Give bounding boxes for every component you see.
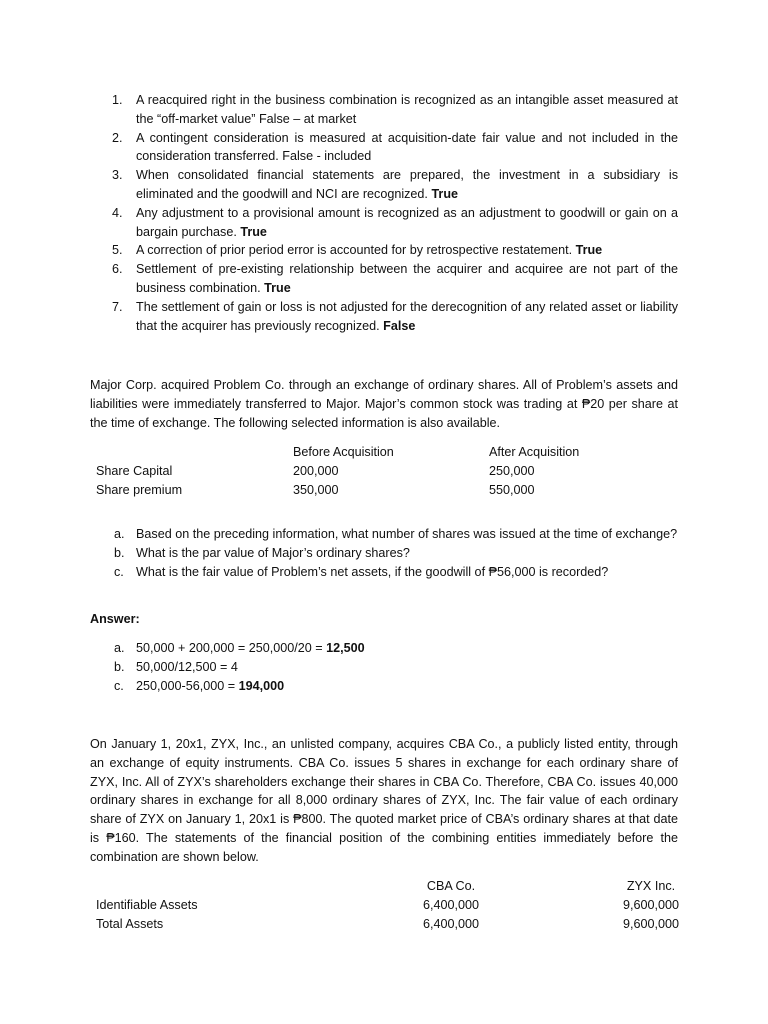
- problem1-questions: [90, 525, 678, 581]
- true-false-list: [90, 91, 678, 335]
- table-header: Before Acquisition: [293, 445, 394, 459]
- table-cell: 6,400,000: [422, 897, 480, 912]
- item-letter: b.: [114, 659, 125, 674]
- list-item: [90, 260, 678, 298]
- item-text: A contingent consideration is measured at acquisition-date fair value and not included in the consideration transferred. False - included: [136, 130, 678, 164]
- table-row: [96, 896, 701, 915]
- item-number: 2.: [112, 130, 123, 145]
- list-item: [90, 544, 678, 563]
- item-text: 250,000-56,000 =: [136, 678, 239, 693]
- table-cell: Total Assets: [96, 916, 164, 931]
- problem2-table: [96, 877, 701, 933]
- table-cell: [96, 443, 293, 462]
- item-letter: a.: [114, 527, 125, 541]
- answer-value: 194,000: [238, 678, 285, 693]
- item-text: What is the par value of Major’s ordinary shares?: [136, 545, 410, 560]
- item-letter: c.: [114, 564, 124, 579]
- list-item: [90, 298, 678, 336]
- item-number: 1.: [112, 93, 123, 107]
- item-text: Based on the preceding information, what number of shares was issued at the time of exchange?: [136, 527, 678, 541]
- table-row: [96, 481, 579, 500]
- table-cell: 9,600,000: [622, 916, 680, 931]
- item-answer: True: [240, 224, 267, 239]
- list-item: [90, 129, 678, 167]
- table-cell: 9,600,000: [622, 897, 680, 912]
- table-header: CBA Co.: [426, 879, 476, 893]
- problem1-intro: Major Corp. acquired Problem Co. through an exchange of ordinary shares. All of Problem’s assets and liabilities were immediately transferred to Major. Major’s common stock was trading at ₱20 per share at the time of exchange. The following selected information is also available.: [90, 378, 678, 430]
- list-item: [90, 658, 678, 677]
- table-cell: Share Capital: [96, 463, 173, 478]
- problem1-answers: [90, 639, 678, 695]
- item-letter: c.: [114, 678, 124, 693]
- list-item: [90, 525, 678, 544]
- list-item: [90, 677, 678, 696]
- table-row: [96, 915, 701, 934]
- table-cell: 550,000: [489, 482, 535, 497]
- item-text: A reacquired right in the business combination is recognized as an intangible asset measured at the “off-market value” False – at market: [136, 93, 678, 126]
- table-cell: 6,400,000: [422, 916, 480, 931]
- table-cell: 350,000: [293, 482, 339, 497]
- list-item: [90, 166, 678, 204]
- item-text: Settlement of pre-existing relationship between the acquirer and acquiree are not part of the business combination.: [136, 262, 678, 295]
- item-text: When consolidated financial statements are prepared, the investment in a subsidiary is eliminated and the goodwill and NCI are recognized.: [136, 168, 678, 201]
- answer-value: 12,500: [326, 641, 365, 655]
- item-text: The settlement of gain or loss is not adjusted for the derecognition of any related asset or liability that the acquirer has previously recognized.: [136, 299, 678, 333]
- item-number: 3.: [112, 168, 123, 183]
- list-item: [90, 639, 678, 658]
- item-number: 7.: [112, 299, 123, 314]
- item-text: What is the fair value of Problem’s net assets, if the goodwill of ₱56,000 is recorded?: [136, 564, 609, 579]
- table-cell: 200,000: [293, 463, 339, 478]
- item-text: Any adjustment to a provisional amount is recognized as an adjustment to goodwill or gain on a bargain purchase.: [136, 205, 678, 239]
- table-cell: Share premium: [96, 482, 183, 497]
- item-text: A correction of prior period error is accounted for by retrospective restatement.: [136, 243, 573, 258]
- item-text: 50,000/12,500 = 4: [136, 659, 238, 674]
- list-item: [90, 91, 678, 129]
- problem2-intro: On January 1, 20x1, ZYX, Inc., an unlisted company, acquires CBA Co., a publicly listed entity, through an exchange of equity instruments. CBA Co. issues 5 shares in exchange for each ordinary share of ZYX, Inc. All of ZYX’s shareholders exchange their shares in CBA Co. Therefore, CBA Co. issues 40,000 ordinary shares in exchange for all 8,000 ordinary shares of ZYX, Inc. The fair value of each ordinary share of ZYX on January 1, 20x1 is ₱800. The quoted market price of CBA’s ordinary shares at that date is ₱160. The statements of the financial position of the combining entities immediately before the combination are shown below.: [90, 737, 678, 864]
- item-answer: True: [575, 243, 603, 258]
- item-letter: a.: [114, 641, 125, 655]
- item-number: 6.: [112, 262, 123, 277]
- table-row: [96, 462, 579, 481]
- table-header: ZYX Inc.: [626, 879, 676, 893]
- table-cell: [96, 877, 361, 896]
- table-cell: Identifiable Assets: [96, 897, 198, 912]
- item-letter: b.: [114, 545, 125, 560]
- list-item: [90, 563, 678, 582]
- table-header-row: [96, 877, 701, 896]
- table-header-row: [96, 443, 579, 462]
- item-text: 50,000 + 200,000 = 250,000/20 =: [136, 641, 327, 655]
- item-answer: False: [383, 318, 416, 333]
- list-item: [90, 241, 678, 260]
- item-number: 5.: [112, 243, 123, 258]
- item-answer: True: [264, 280, 291, 295]
- answer-heading: Answer:: [90, 612, 140, 626]
- item-number: 4.: [112, 205, 123, 220]
- table-header: After Acquisition: [489, 445, 580, 459]
- problem1-table: [96, 443, 579, 499]
- list-item: [90, 204, 678, 242]
- table-cell: 250,000: [489, 463, 535, 478]
- item-answer: True: [431, 186, 459, 201]
